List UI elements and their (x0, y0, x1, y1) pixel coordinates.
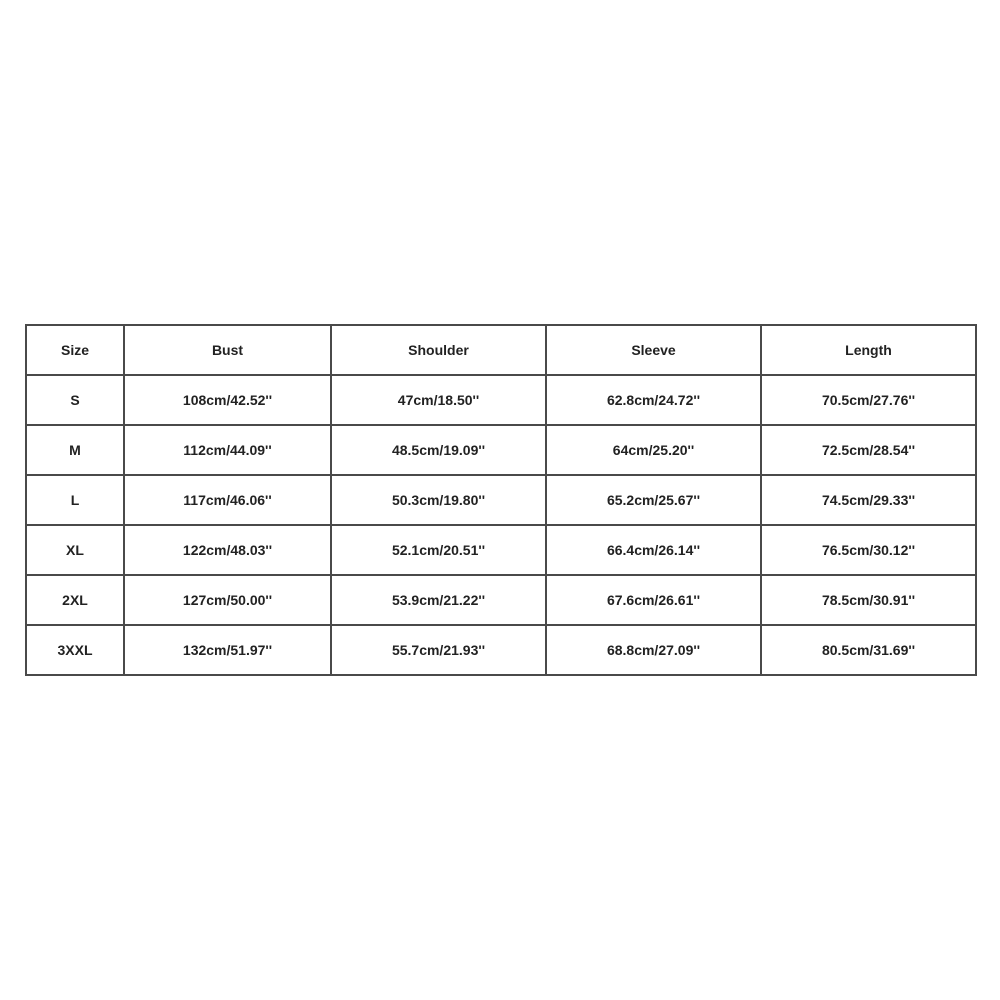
table-row (26, 475, 976, 525)
header-shoulder: Shoulder (331, 325, 546, 375)
header-bust: Bust (124, 325, 331, 375)
table-row (26, 575, 976, 625)
cell-shoulder: 53.9cm/21.22'' (331, 575, 546, 625)
cell-bust: 127cm/50.00'' (124, 575, 331, 625)
cell-length: 74.5cm/29.33'' (761, 475, 976, 525)
table-row (26, 525, 976, 575)
cell-length: 72.5cm/28.54'' (761, 425, 976, 475)
cell-size: L (26, 475, 124, 525)
cell-bust: 132cm/51.97'' (124, 625, 331, 675)
table-row (26, 625, 976, 675)
cell-size: M (26, 425, 124, 475)
cell-sleeve: 68.8cm/27.09'' (546, 625, 761, 675)
cell-bust: 108cm/42.52'' (124, 375, 331, 425)
cell-shoulder: 52.1cm/20.51'' (331, 525, 546, 575)
cell-shoulder: 47cm/18.50'' (331, 375, 546, 425)
cell-bust: 122cm/48.03'' (124, 525, 331, 575)
cell-sleeve: 64cm/25.20'' (546, 425, 761, 475)
cell-sleeve: 66.4cm/26.14'' (546, 525, 761, 575)
header-row (26, 325, 976, 375)
cell-sleeve: 62.8cm/24.72'' (546, 375, 761, 425)
header-sleeve: Sleeve (546, 325, 761, 375)
cell-shoulder: 48.5cm/19.09'' (331, 425, 546, 475)
header-size: Size (26, 325, 124, 375)
cell-sleeve: 67.6cm/26.61'' (546, 575, 761, 625)
cell-size: 2XL (26, 575, 124, 625)
cell-shoulder: 50.3cm/19.80'' (331, 475, 546, 525)
cell-bust: 117cm/46.06'' (124, 475, 331, 525)
cell-size: 3XXL (26, 625, 124, 675)
cell-bust: 112cm/44.09'' (124, 425, 331, 475)
cell-size: XL (26, 525, 124, 575)
cell-length: 76.5cm/30.12'' (761, 525, 976, 575)
cell-shoulder: 55.7cm/21.93'' (331, 625, 546, 675)
table-row (26, 425, 976, 475)
table-row (26, 375, 976, 425)
cell-size: S (26, 375, 124, 425)
cell-length: 80.5cm/31.69'' (761, 625, 976, 675)
cell-sleeve: 65.2cm/25.67'' (546, 475, 761, 525)
cell-length: 78.5cm/30.91'' (761, 575, 976, 625)
cell-length: 70.5cm/27.76'' (761, 375, 976, 425)
header-length: Length (761, 325, 976, 375)
size-chart-table (25, 324, 977, 676)
